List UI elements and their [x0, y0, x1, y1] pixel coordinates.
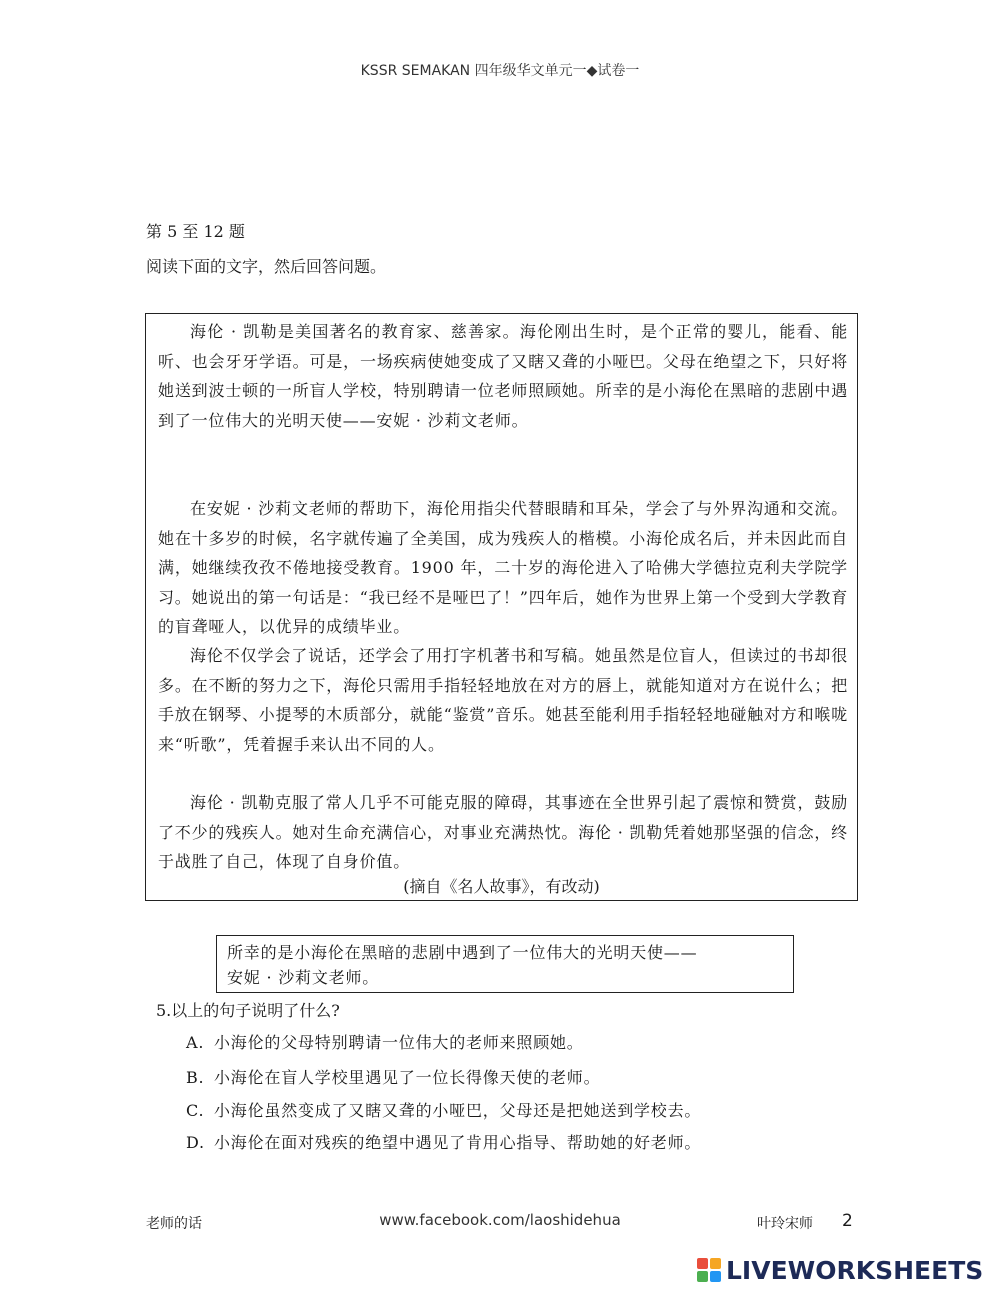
page-header: KSSR SEMAKAN 四年级华文单元一◆试卷一: [360, 63, 640, 79]
footer-left-label: 老师的话: [146, 1216, 202, 1232]
quote-line-2: 安妮 · 沙莉文老师。: [227, 968, 380, 987]
passage-paragraph-2: 在安妮 · 沙莉文老师的帮助下，海伦用指尖代替眼睛和耳朵，学会了与外界沟通和交流。她在十多岁的时候，名字就传遍了全美国，成为残疾人的楷模。小海伦成名后，并未因此而自满，她继续孜孜不倦地接受教育。1900 年，二十岁的海伦进入了哈佛大学德拉克利夫学院学习。她说出的第一句话是：“我已经不是哑巴了！”四年后，她作为世界上第一个受到大学教育的盲聋哑人，以优异的成绩毕业。: [158, 499, 848, 636]
page-number: 2: [842, 1211, 853, 1231]
passage-source: (摘自《名人故事》，有改动): [403, 877, 600, 896]
question-5-prompt: 5.以上的句子说明了什么?: [156, 1001, 340, 1020]
option-c-text: 小海伦虽然变成了又瞎又聋的小哑巴，父母还是把她送到学校去。: [214, 1101, 702, 1120]
liveworksheets-grid-icon: [697, 1258, 721, 1282]
option-d[interactable]: [186, 1130, 701, 1153]
option-a-letter: A.: [186, 1033, 205, 1052]
reading-passage: [145, 313, 858, 901]
option-d-text: 小海伦在面对残疾的绝望中遇见了肯用心指导、帮助她的好老师。: [214, 1133, 702, 1152]
icon-cell-4: [710, 1271, 721, 1282]
icon-cell-1: [697, 1258, 708, 1269]
icon-cell-3: [697, 1271, 708, 1282]
option-a[interactable]: [186, 1030, 584, 1053]
option-a-text: 小海伦的父母特别聘请一位伟大的老师来照顾她。: [214, 1033, 584, 1052]
option-c[interactable]: [186, 1098, 701, 1121]
icon-cell-2: [710, 1258, 721, 1269]
option-b-letter: B.: [186, 1068, 205, 1087]
quote-line-1: 所幸的是小海伦在黑暗的悲剧中遇到了一位伟大的光明天使——: [227, 943, 698, 962]
quoted-sentence: [216, 935, 794, 993]
footer-author: 叶玲宋师: [757, 1216, 813, 1232]
passage-paragraph-4: 海伦 · 凯勒克服了常人几乎不可能克服的障碍，其事迹在全世界引起了震惊和赞赏，鼓励了不少的残疾人。她对生命充满信心，对事业充满热忱。海伦 · 凯勒凭着她那坚强的信念，终于战胜了自己，体现了自身价值。: [158, 793, 848, 871]
option-d-letter: D.: [186, 1133, 205, 1152]
option-b[interactable]: [186, 1065, 600, 1088]
passage-paragraph-3: 海伦不仅学会了说话，还学会了用打字机著书和写稿。她虽然是位盲人，但读过的书却很多。在不断的努力之下，海伦只需用手指轻轻地放在对方的唇上，就能知道对方在说什么；把手放在钢琴、小提琴的木质部分，就能“鉴赏”音乐。她甚至能利用手指轻轻地碰触对方和喉咙来“听歌”，凭着握手来认出不同的人。: [158, 646, 848, 754]
liveworksheets-logo: [697, 1255, 983, 1285]
instruction: 阅读下面的文字，然后回答问题。: [146, 257, 387, 276]
question-range: 第 5 至 12 题: [146, 222, 245, 241]
liveworksheets-wordmark: LIVEWORKSHEETS: [726, 1255, 984, 1285]
passage-paragraph-1: 海伦 · 凯勒是美国著名的教育家、慈善家。海伦刚出生时，是个正常的婴儿，能看、能听、也会牙牙学语。可是，一场疾病使她变成了又瞎又聋的小哑巴。父母在绝望之下，只好将她送到波士顿的一所盲人学校，特别聘请一位老师照顾她。所幸的是小海伦在黑暗的悲剧中遇到了一位伟大的光明天使——安妮 · 沙莉文老师。: [158, 322, 848, 430]
option-b-text: 小海伦在盲人学校里遇见了一位长得像天使的老师。: [214, 1068, 601, 1087]
option-c-letter: C.: [186, 1101, 205, 1120]
footer-url: www.facebook.com/laoshidehua: [379, 1211, 621, 1229]
